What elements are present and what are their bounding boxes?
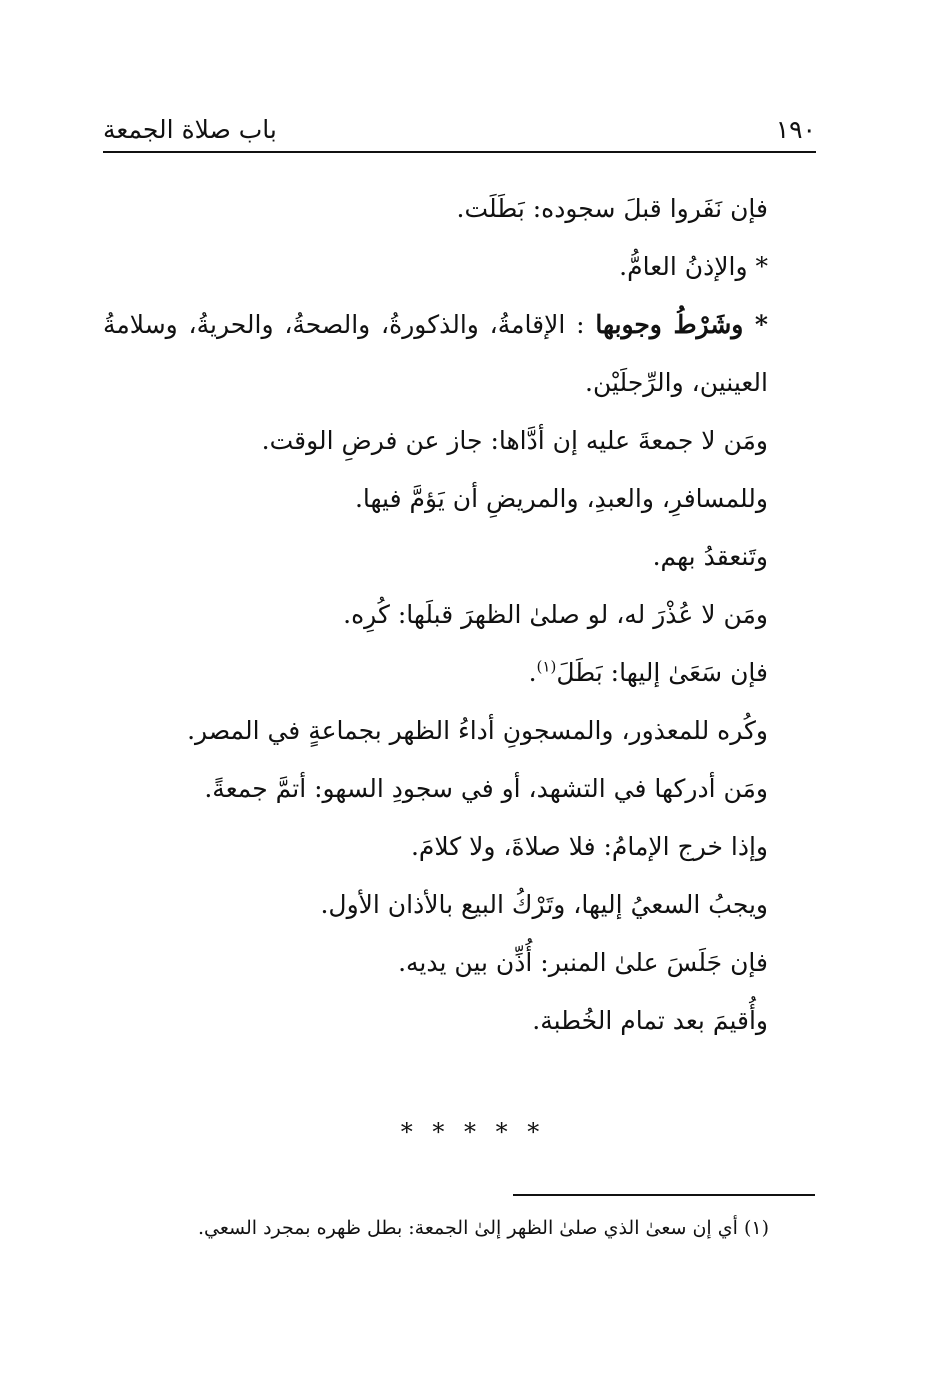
text-line: ومَن لا جمعةَ عليه إن أدَّاها: جاز عن فرضِ الوقت. [261,426,768,455]
text-line: وتَنعقدُ بهم. [652,542,768,571]
conditions-text: : الإقامةُ، والذكورةُ، والصحةُ، والحريةُ، وسلامةُ العينين، والرِّجلَيْن. [103,310,768,397]
text-line: وأُقيمَ بعد تمام الخُطبة. [532,1006,768,1035]
sai-end: . [528,658,537,687]
text-line: فإن جَلَسَ علىٰ المنبر: أُذِّن بين يديه. [398,948,768,977]
text-line: ومَن أدركها في التشهد، أو في سجودِ السهو: أتمَّ جمعةً. [204,774,768,803]
text-line: وإذا خرج الإمامُ: فلا صلاةَ، ولا كلامَ. [410,832,768,861]
text-line: فإن نَفَروا قبلَ سجوده: بَطَلَت. [456,194,768,223]
sai-text: فإن سَعَىٰ إليها: بَطَلَ [556,658,768,687]
text-line: وللمسافرِ، والعبدِ، والمريضِ أن يَؤمَّ فيها. [354,484,768,513]
header-rule [103,151,816,153]
text-line: ويجبُ السعيُ إليها، وتَرْكُ البيع بالأذان الأول. [320,890,768,919]
text-line-with-footnote [103,644,816,702]
body-text [103,180,816,1050]
running-head [103,112,816,146]
footnote: (١) أي إن سعىٰ الذي صلىٰ الظهر إلىٰ الجمعة: بطل ظهره بمجرد السعي. [198,1217,769,1239]
section-separator: * * * * * [400,1118,546,1146]
footnote-reference: (١) [536,657,557,676]
text-line: وكُره للمعذور، والمسجونِ أداءُ الظهر بجماعةٍ في المصر. [187,716,768,745]
footnote-rule [513,1194,815,1196]
page-number: ١٩٠ [775,114,816,144]
conditions-paragraph [103,296,816,412]
text-line: ومَن لا عُذْرَ له، لو صلىٰ الظهرَ قبلَها: كُرِه. [343,600,768,629]
conditions-heading: * وشَرْطُ وجوبها [595,310,769,339]
chapter-title: باب صلاة الجمعة [103,114,277,144]
text-line: * والإذنُ العامُّ. [619,252,768,281]
